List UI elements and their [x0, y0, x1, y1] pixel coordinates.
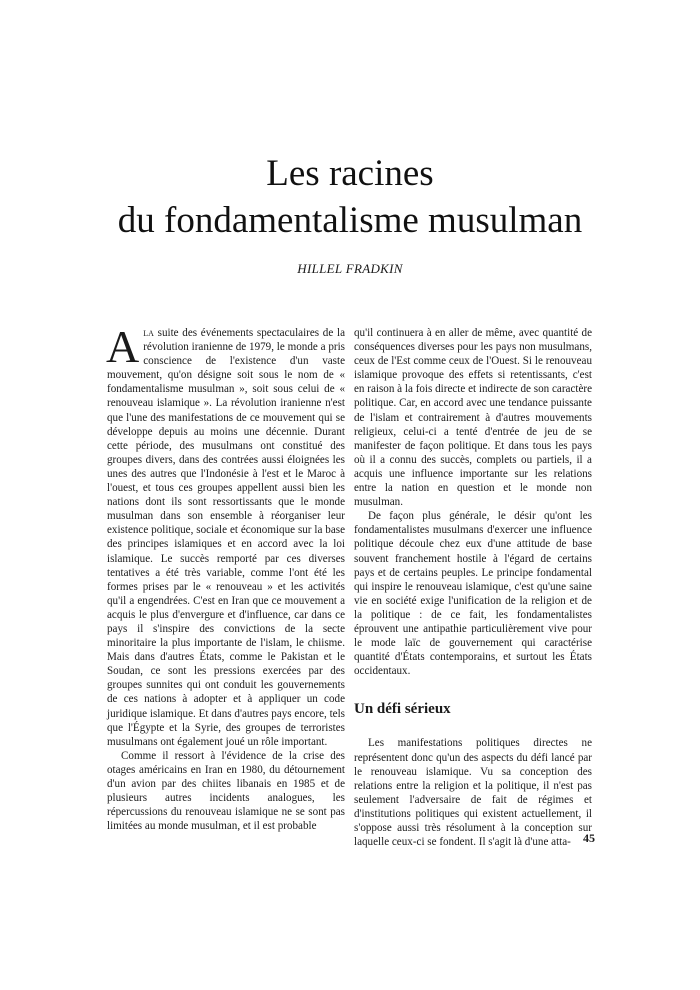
- article-title: [0, 150, 700, 244]
- article-author: HILLEL FRADKIN: [297, 261, 403, 276]
- drop-cap: A: [106, 321, 140, 372]
- page-number: 45: [583, 831, 595, 845]
- article-title-line-1: Les racines: [266, 153, 434, 194]
- paragraph-manifestations: Les manifestations politiques directes ne représentent donc qu'un des aspects du défi lancé par le renouveau islamique. Vu sa conception des relations entre la religion et la politique, il n'est pas seulement l'adversaire de fait de régimes et d'institutions politiques qui existent actuellement, il s'oppose aussi très résolument à la conception sur laquelle ceux-ci se fondent. Il s'agit là d'une atta-: [354, 737, 592, 849]
- article-title-line-2: du fondamentalisme musulman: [117, 200, 583, 241]
- paragraph-continuation: qu'il continuera à en aller de même, avec quantité de conséquences diverses pour les pays non musulmans, ceux de l'Est comme ceux de l'Ouest. Si le renouveau islamique provoque des effets si retentissants, c'est en raison à la fois directe et indirecte de son caractère politique. Car, en accord avec une tendance puissante de l'islam et contrairement à d'autres mouvements religieux, celui-ci a tenté d'entrée de jeu de se manifester de façon politique. Et dans tous les pays où il a connu des succès, complets ou partiels, il a acquis une influence importante sur les relations entre la nation en question et le monde non musulman.: [354, 327, 592, 509]
- paragraph-intro: [106, 321, 345, 749]
- paragraph-otages: Comme il ressort à l'évidence de la crise des otages américains en Iran en 1980, du détournement d'un avion par des chiites libanais en 1985 et de plusieurs autres incidents analogues, les répercussions du renouveau islamique ne se sont pas limitées au monde musulman, et il est probable: [107, 749, 345, 833]
- right-column: [354, 326, 592, 849]
- paragraph-intro-text: suite des événements spectaculaires de la révolution iranienne de 1979, le monde a pris conscience de l'existence d'un vaste mouvement, qu'on désigne soit sous le nom de « fondamentalisme musulman », soit sous celui de « renouveau islamique ». La révolution iranienne n'est que l'une des manifestations de ce mouvement qui se développe depuis au moins une décennie. Durant cette période, des musulmans ont constitué des groupes divers, dans des contrées aussi éloignées les unes des autres que l'Indonésie à l'est et le Maroc à l'ouest, et tous ces groupes appellent aussi bien les nations dont ils sont ressortissants que le monde musulman dans son ensemble à réorganiser leur existence politique, sociale et économique sur la base des principes islamiques et en accord avec la loi islamique. Le succès remporté par ces diverses tentatives a été très variable, comme l'ont été les formes prises par le « renouveau » et les activités qu'il a engendrées. C'est en Iran que ce mouvement a acquis le plus d'envergure et d'influence, car dans ce pays il s'inspire des convictions de la secte minoritaire la plus importante de l'islam, le chiisme. Mais dans d'autres États, comme le Pakistan et le Soudan, ce sont les pressions exercées par des groupes sunnites qui ont conduit les gouvernements de ces nations à adopter et à appliquer un code juridique islamique. Et dans d'autres pays encore, tels que l'Égypte et la Syrie, des groupes de terroristes musulmans ont également joué un rôle important.: [107, 327, 345, 748]
- paragraph-desir: De façon plus générale, le désir qu'ont les fondamentalistes musulmans d'exercer une influence politique découle chez eux d'une attitude de base souvent franchement hostile à l'égard de certains pays et de certains peuples. Le principe fondamental qui inspire le renouveau islamique, c'est qu'une saine vie en société exige l'unification de la religion et de la politique : de ce fait, les fondamentalistes éprouvent une antipathie particulièrement vive pour le mode laïc de gouvernement qui caractérise quantité d'États contemporains, et surtout les États occidentaux.: [354, 510, 592, 678]
- section-heading: Un défi sérieux: [354, 701, 451, 718]
- left-column: [106, 321, 345, 833]
- intro-smallcaps: la: [143, 327, 154, 339]
